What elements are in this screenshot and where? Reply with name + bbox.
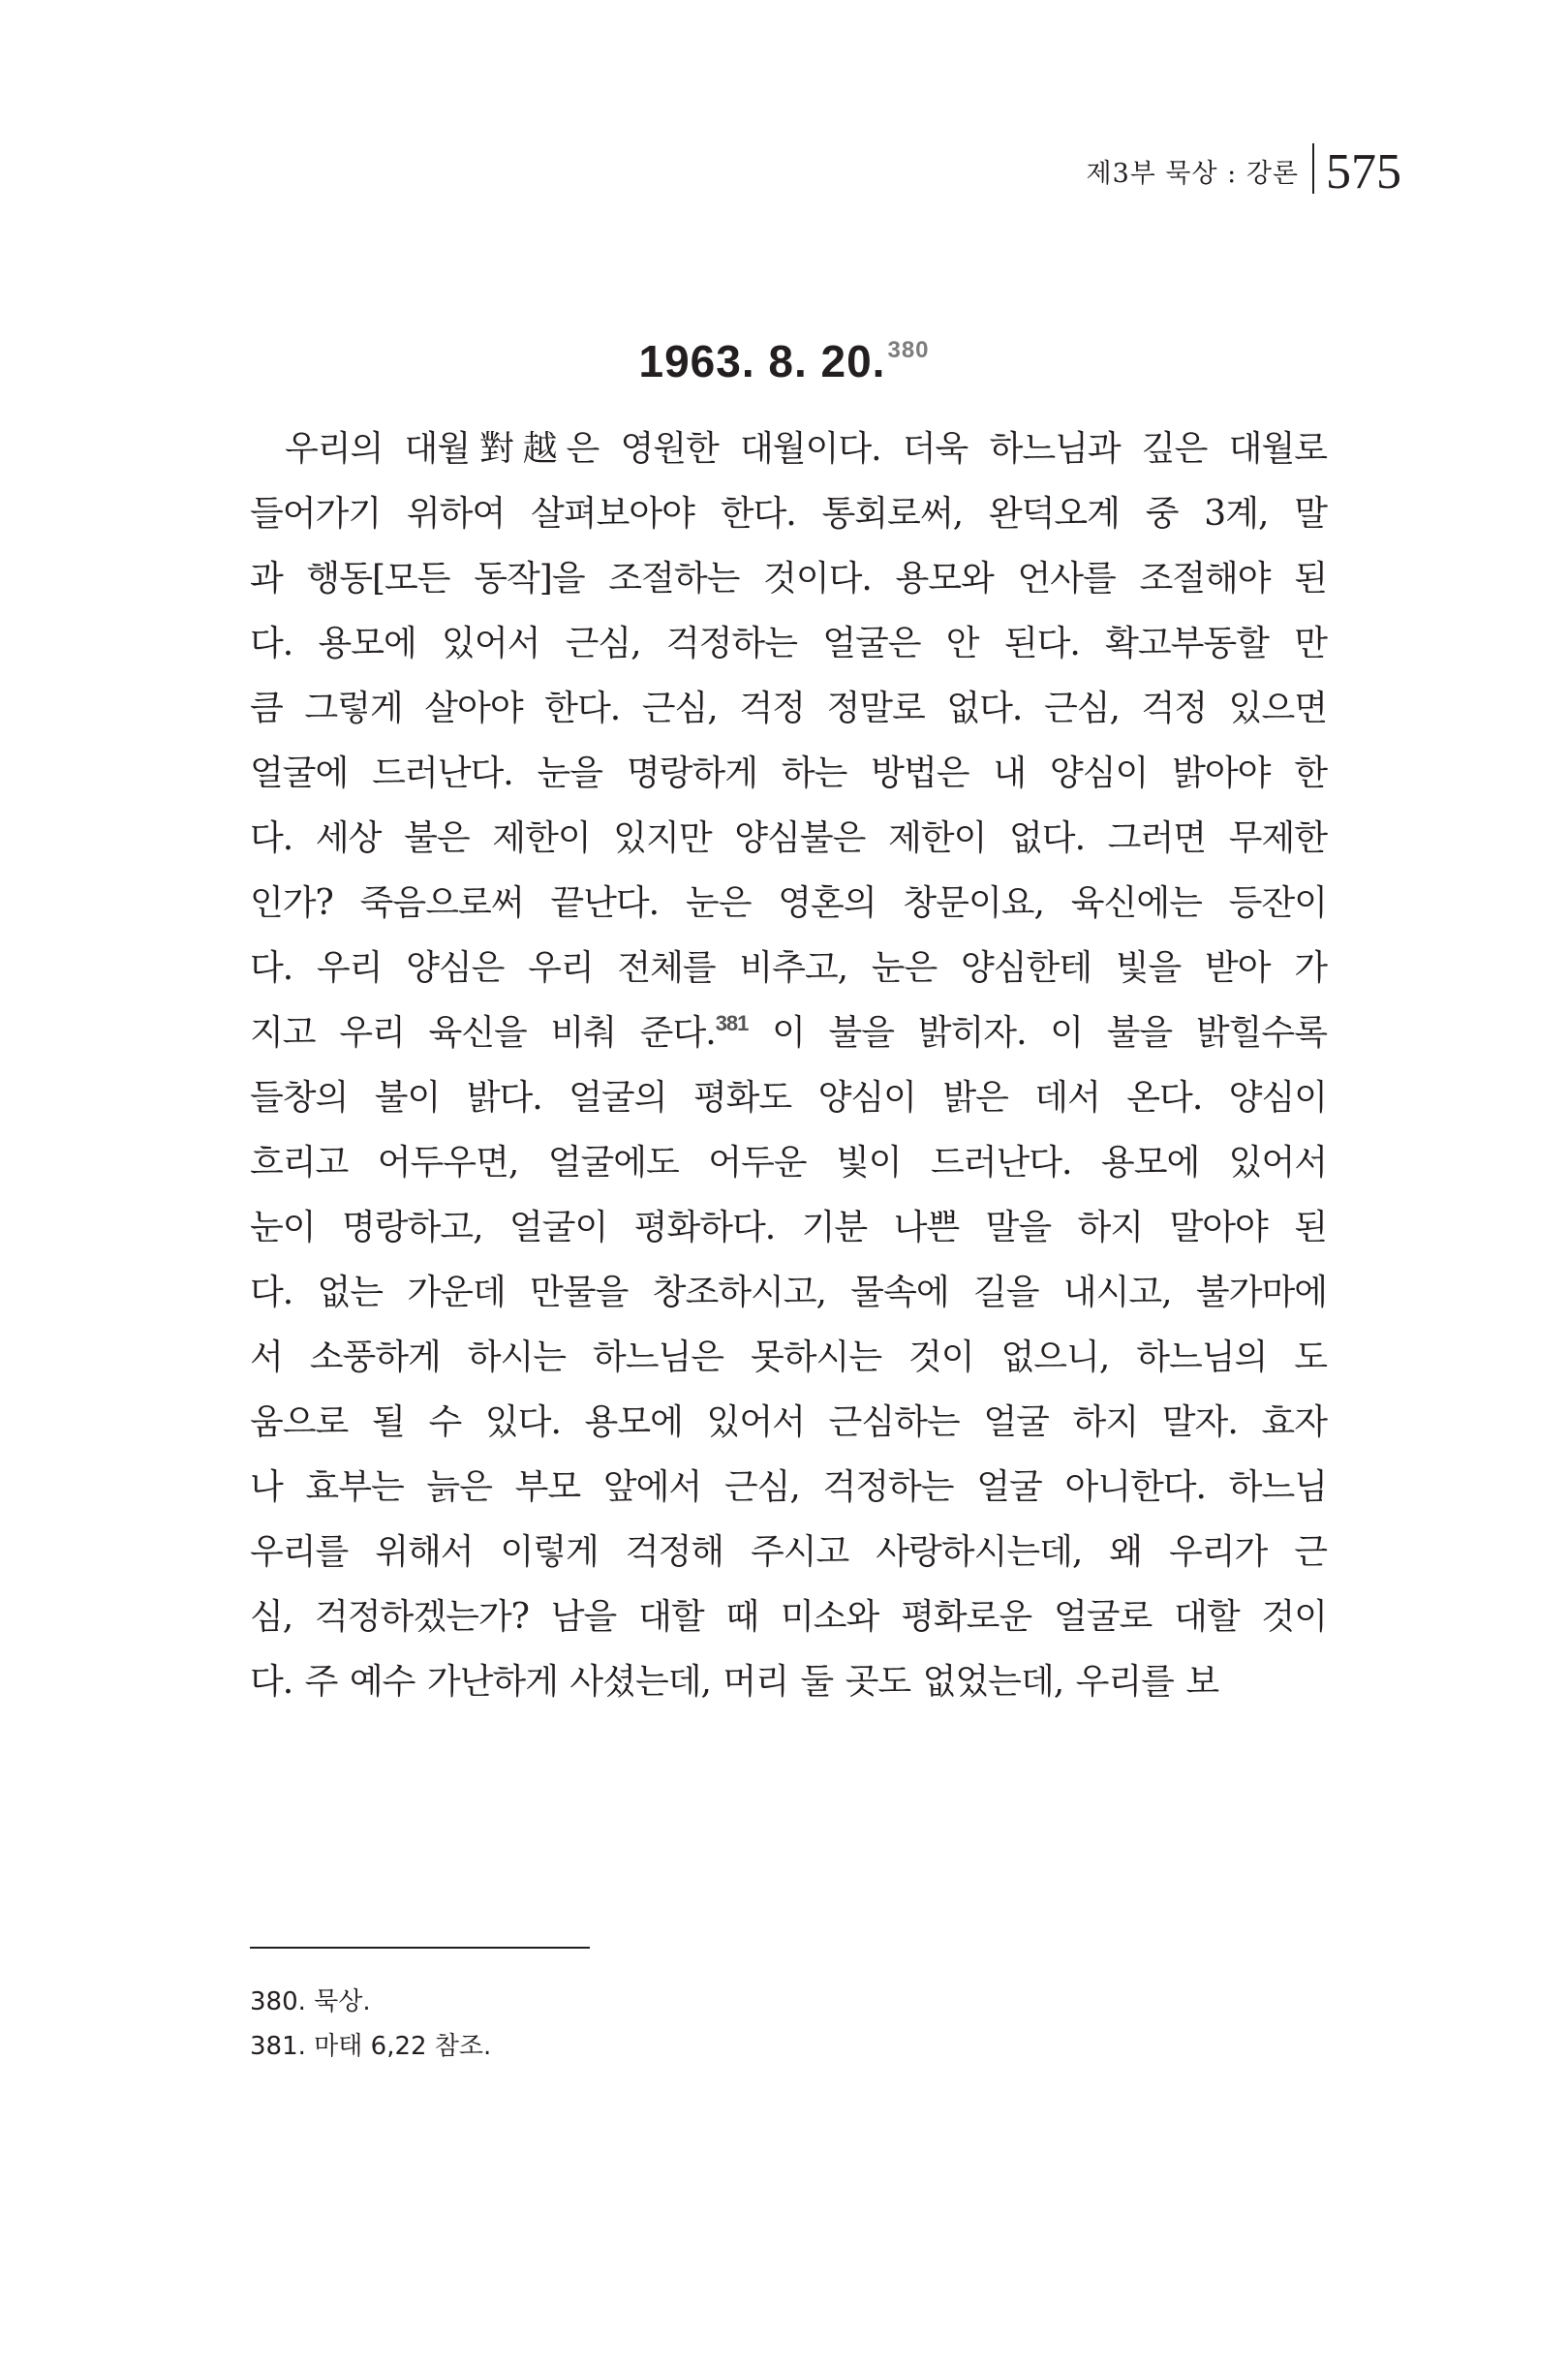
footnote-separator: [250, 1947, 590, 1949]
entry-date-heading: [0, 335, 1568, 387]
text-line: 눈이 명랑하고, 얼굴이 평화하다. 기분 나쁜 말을 하지 말아야 된: [250, 1208, 1327, 1247]
text-line: [250, 1000, 1327, 1065]
section-title: 제3부 묵상 : 강론: [1086, 159, 1299, 189]
text-line: 다. 우리 양심은 우리 전체를 비추고, 눈은 양심한테 빛을 받아 가: [250, 948, 1327, 988]
text-line: 다. 세상 불은 제한이 있지만 양심불은 제한이 없다. 그러면 무제한: [250, 818, 1327, 858]
body-paragraph: [250, 416, 1327, 1714]
text-line: 서 소풍하게 하시는 하느님은 못하시는 것이 없으니, 하느님의 도: [250, 1338, 1327, 1377]
running-header: [1086, 143, 1401, 198]
footnote-381: 381. 마태 6,22 참조.: [250, 2032, 492, 2061]
text-line: 인가? 죽음으로써 끝난다. 눈은 영혼의 창문이요, 육신에는 등잔이: [250, 883, 1327, 923]
footnote-ref-381: 381: [715, 1011, 749, 1035]
page-number: 575: [1326, 144, 1401, 200]
text-line: 얼굴에 드러난다. 눈을 명랑하게 하는 방법은 내 양심이 밝아야 한: [250, 753, 1327, 793]
text-line: 나 효부는 늙은 부모 앞에서 근심, 걱정하는 얼굴 아니한다. 하느님: [250, 1467, 1327, 1507]
footnote-ref-380: 380: [887, 336, 930, 363]
entry-date: 1963. 8. 20.: [638, 336, 886, 386]
text-line: 다. 없는 가운데 만물을 창조하시고, 물속에 길을 내시고, 불가마에: [250, 1273, 1327, 1312]
text-line: 과 행동[모든 동작]을 조절하는 것이다. 용모와 언사를 조절해야 된: [250, 559, 1327, 599]
text-line: 들창의 불이 밝다. 얼굴의 평화도 양심이 밝은 데서 온다. 양심이: [250, 1078, 1327, 1118]
text-line: 우리를 위해서 이렇게 걱정해 주시고 사랑하시는데, 왜 우리가 근: [250, 1532, 1327, 1572]
text-segment: 이 불을 밝히자. 이 불을 밝힐수록: [748, 1013, 1327, 1053]
text-line: 흐리고 어두우면, 얼굴에도 어두운 빛이 드러난다. 용모에 있어서: [250, 1143, 1327, 1183]
footnote-380: 380. 묵상.: [250, 1987, 371, 2016]
text-line: 심, 걱정하겠는가? 남을 대할 때 미소와 평화로운 얼굴로 대할 것이: [250, 1597, 1327, 1637]
text-line: 큼 그렇게 살아야 한다. 근심, 걱정 정말로 없다. 근심, 걱정 있으면: [250, 689, 1327, 728]
text-line: 들어가기 위하여 살펴보아야 한다. 통회로써, 완덕오계 중 3계, 말: [250, 494, 1327, 534]
text-segment: 지고 우리 육신을 비춰 준다.: [250, 1013, 716, 1053]
text-line: 움으로 될 수 있다. 용모에 있어서 근심하는 얼굴 하지 말자. 효자: [250, 1402, 1327, 1442]
text-line: 우리의 대월對越은 영원한 대월이다. 더욱 하느님과 깊은 대월로: [285, 429, 1327, 469]
text-line: 다. 용모에 있어서 근심, 걱정하는 얼굴은 안 된다. 확고부동할 만: [250, 624, 1327, 663]
text-line: 다. 주 예수 가난하게 사셨는데, 머리 둘 곳도 없었는데, 우리를 보: [250, 1662, 1219, 1702]
header-divider: [1312, 143, 1314, 194]
footnotes: [250, 1980, 491, 2069]
